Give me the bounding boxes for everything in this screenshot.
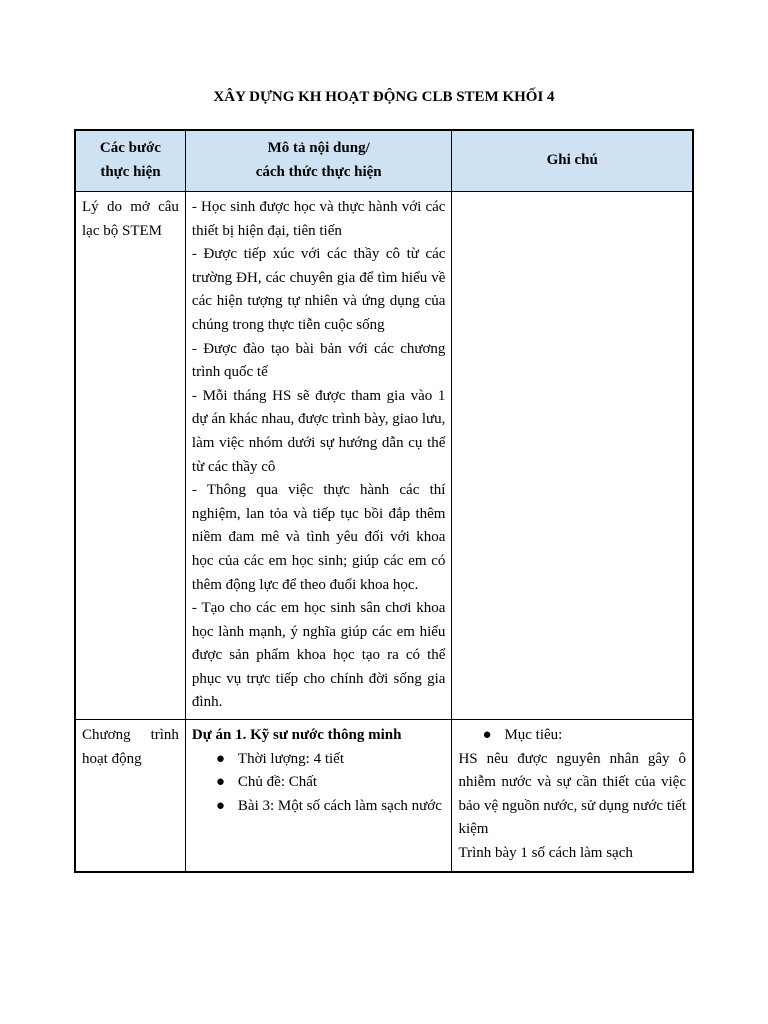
list-item bbox=[192, 748, 446, 772]
row1-step: Lý do mở câu lạc bộ STEM bbox=[75, 192, 185, 720]
project-detail: Chủ đề: Chất bbox=[237, 774, 318, 791]
header-steps-line1: Các bước bbox=[99, 140, 161, 157]
table-header-row bbox=[75, 130, 693, 192]
row1-description bbox=[185, 192, 452, 720]
description-item: - Thông qua việc thực hành các thí nghiệm, lan tỏa và tiếp tục bồi đắp thêm niềm đam mê và tình yêu đối với khoa học của các em học sinh; giúp các em có thêm động lực để theo đuổi khoa học. bbox=[191, 482, 446, 593]
description-item: - Học sinh được học và thực hành với các thiết bị hiện đại, tiên tiến bbox=[191, 199, 446, 239]
row2-step: Chương trình hoạt động bbox=[75, 720, 185, 873]
description-item: - Mỗi tháng HS sẽ được tham gia vào 1 dự án khác nhau, được trình bày, giao lưu, làm việc nhóm dưới sự hướng dẫn cụ thể từ các thầy cô bbox=[191, 387, 446, 475]
description-item: - Được đào tạo bài bản với các chương trình quốc tế bbox=[191, 340, 446, 381]
document-title: XÂY DỰNG KH HOẠT ĐỘNG CLB STEM KHỐI 4 bbox=[213, 89, 555, 105]
activity-plan-table bbox=[74, 129, 694, 873]
note-objective-label: Mục tiêu: bbox=[504, 727, 563, 744]
list-item bbox=[192, 771, 446, 795]
header-description bbox=[185, 130, 452, 192]
bullet-icon: ● bbox=[482, 727, 492, 744]
header-notes: Ghi chú bbox=[452, 130, 693, 192]
bullet-icon: ● bbox=[215, 774, 225, 791]
header-description-line1: Mô tả nội dung/ bbox=[267, 140, 370, 157]
project-detail: Thời lượng: 4 tiết bbox=[237, 750, 344, 767]
row2-note-content bbox=[458, 724, 686, 866]
project-details-list bbox=[192, 748, 446, 819]
project-title: Dự án 1. Kỹ sư nước thông minh bbox=[191, 727, 402, 744]
bullet-icon: ● bbox=[215, 750, 225, 767]
note-line: Trình bày 1 số cách làm sạch bbox=[458, 845, 633, 862]
header-steps-line2: thực hiện bbox=[100, 164, 161, 180]
table-row bbox=[75, 720, 693, 873]
row2-description bbox=[185, 720, 452, 873]
description-item: - Được tiếp xúc với các thầy cô từ các trường ĐH, các chuyên gia để tìm hiểu về các hiện tượng tự nhiên và ứng dụng của chúng trong thực tiễn cuộc sống bbox=[191, 246, 446, 333]
row1-note bbox=[452, 192, 693, 720]
header-description-line2: cách thức thực hiện bbox=[255, 164, 382, 180]
list-item bbox=[192, 795, 446, 819]
note-objective bbox=[458, 724, 686, 748]
header-steps bbox=[75, 130, 185, 192]
note-line: HS nêu được nguyên nhân gây ô nhiễm nước và sự cần thiết của việc bảo vệ nguồn nước, sử dụng nước tiết kiệm bbox=[458, 750, 686, 838]
bullet-icon: ● bbox=[215, 797, 225, 814]
description-item: - Tạo cho các em học sinh sân chơi khoa học lành mạnh, ý nghĩa giúp các em hiểu được sản phẩm khoa học tạo ra có thể phục vụ trực tiếp cho chính đời sống gia đình. bbox=[191, 600, 446, 711]
row2-note bbox=[452, 720, 693, 873]
project-detail: Bài 3: Một số cách làm sạch nước bbox=[237, 797, 442, 814]
table-row bbox=[75, 192, 693, 720]
